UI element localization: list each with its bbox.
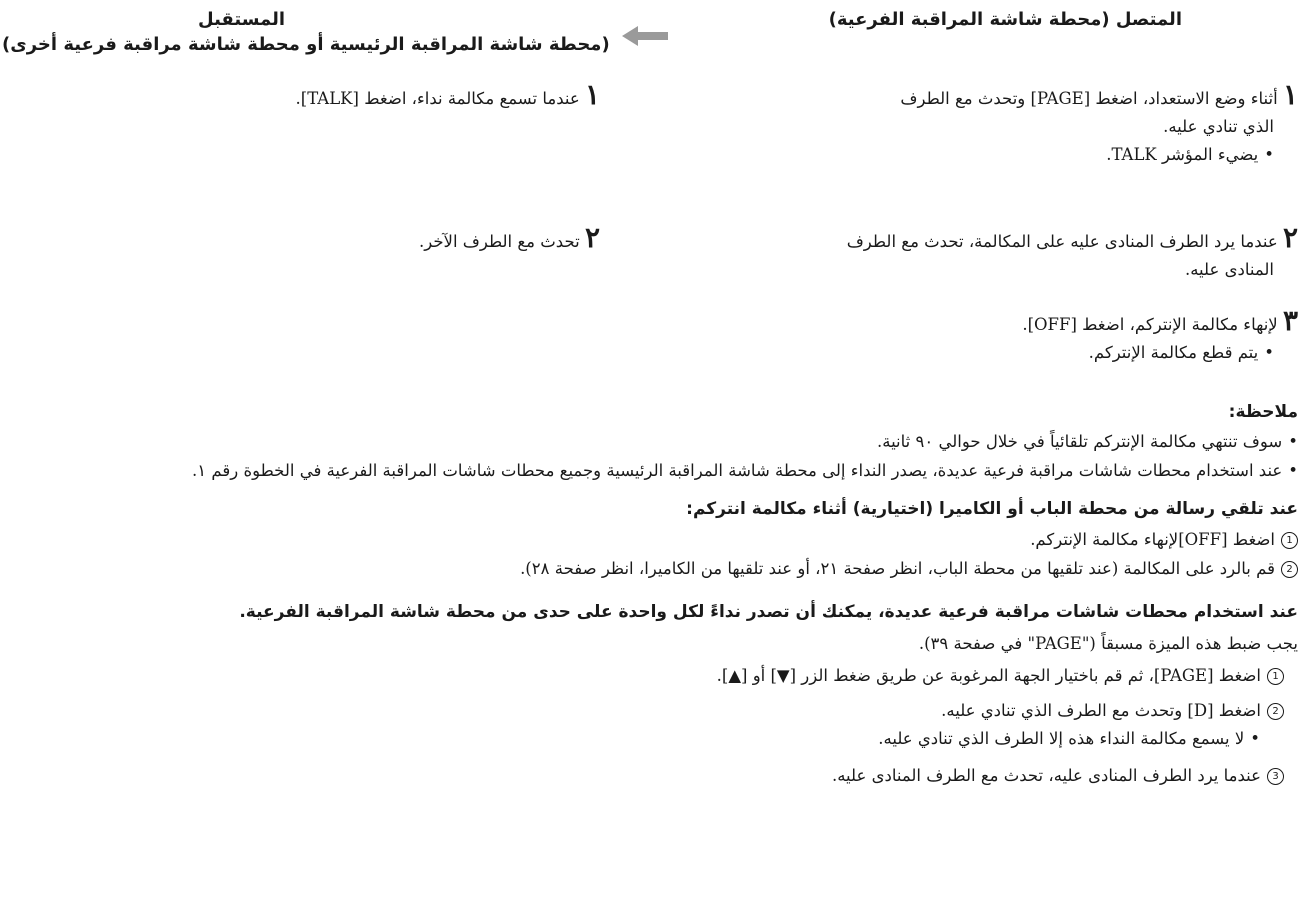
- note-title: ملاحظة:: [1228, 402, 1298, 422]
- step-bullet: • يضيء المؤشر TALK.: [738, 141, 1298, 169]
- step-text: عندما يرد الطرف المنادى عليه على المكالمة، تحدث مع الطرف: [846, 232, 1278, 251]
- caller-step-1: [738, 78, 1298, 169]
- step-text: لإنهاء مكالمة الإنتركم، اضغط [OFF].: [1022, 315, 1278, 334]
- circled-number: 1: [1267, 668, 1284, 685]
- step-number: ١: [1282, 78, 1298, 111]
- step-text: تحدث مع الطرف الآخر.: [419, 232, 580, 251]
- step-bullet: • يتم قطع مكالمة الإنتركم.: [738, 339, 1298, 367]
- step-text: عندما يرد الطرف المنادى عليه، تحدث مع الطرف المنادى عليه.: [831, 766, 1261, 785]
- circled-number: 3: [1267, 768, 1284, 785]
- step-text-cont: الذي تنادي عليه.: [1163, 117, 1274, 136]
- step-text: أثناء وضع الاستعداد، اضغط [PAGE] وتحدث مع الطرف: [900, 89, 1278, 108]
- step-number: ٢: [1282, 221, 1298, 254]
- arrow-left-icon: [622, 26, 668, 46]
- receiver-subtitle: (محطة شاشة المراقبة الرئيسية أو محطة شاشة مراقبة فرعية أخرى): [2, 34, 610, 55]
- section-intro: يجب ضبط هذه الميزة مسبقاً ("PAGE" في صفحة ٣٩).: [918, 634, 1298, 653]
- section-step: [2, 526, 1298, 554]
- step-number: ١: [584, 78, 600, 111]
- receiver-step-2: [200, 221, 600, 256]
- receiver-step-1: [200, 78, 600, 113]
- circled-number: 2: [1267, 703, 1284, 720]
- section-title-multi-page: عند استخدام محطات شاشات مراقبة فرعية عديدة، يمكنك أن تصدر نداءً لكل واحدة على حدى من محطة شاشة المراقبة الفرعية.: [239, 602, 1298, 622]
- note-item: • عند استخدام محطات شاشات مراقبة فرعية عديدة، يصدر النداء إلى محطة شاشة المراقبة الرئيسية وجميع محطات شاشات المراقبة الفرعية في الخطوة رقم ١.: [2, 457, 1298, 485]
- section-step: [4, 697, 1284, 753]
- caller-title: المتصل (محطة شاشة المراقبة الفرعية): [828, 9, 1182, 30]
- step-text-cont: المنادى عليه.: [1184, 260, 1274, 279]
- section-step: [4, 662, 1284, 690]
- section-step: [2, 555, 1298, 583]
- caller-step-3: [738, 304, 1298, 367]
- step-number: ٣: [1282, 304, 1298, 337]
- section-step: [4, 762, 1284, 790]
- step-text: قم بالرد على المكالمة (عند تلقيها من محطة الباب، انظر صفحة ٢١، أو عند تلقيها من الكاميرا، انظر صفحة ٢٨).: [520, 559, 1275, 578]
- step-text: عندما تسمع مكالمة نداء، اضغط [TALK].: [295, 89, 580, 108]
- circled-number: 2: [1281, 561, 1298, 578]
- step-text: اضغط [PAGE]، ثم قم باختيار الجهة المرغوبة عن طريق ضغط الزر [▼] أو [▲].: [716, 666, 1261, 685]
- circled-number: 1: [1281, 532, 1298, 549]
- step-text: اضغط [D] وتحدث مع الطرف الذي تنادي عليه.: [941, 701, 1261, 720]
- caller-step-2: [738, 221, 1298, 284]
- receiver-title: المستقبل: [198, 9, 286, 30]
- step-number: ٢: [584, 221, 600, 254]
- step-text: اضغط [OFF]لإنهاء مكالمة الإنتركم.: [1030, 530, 1275, 549]
- step-bullet: • لا يسمع مكالمة النداء هذه إلا الطرف الذي تنادي عليه.: [4, 725, 1284, 753]
- note-item: • سوف تنتهي مكالمة الإنتركم تلقائياً في خلال حوالي ٩٠ ثانية.: [2, 428, 1298, 456]
- section-title-doorbell: عند تلقي رسالة من محطة الباب أو الكاميرا (اختيارية) أثناء مكالمة انتركم:: [686, 499, 1298, 519]
